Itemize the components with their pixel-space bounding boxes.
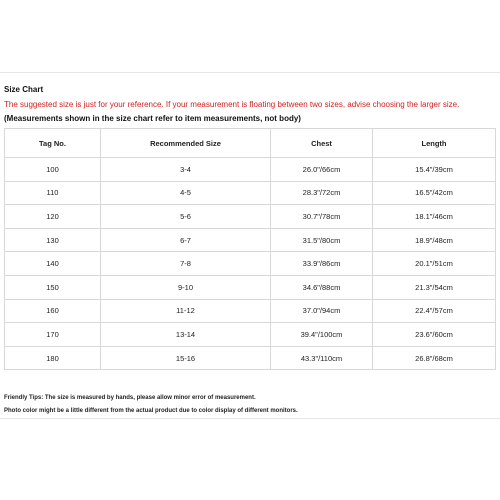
cell-length: 26.8"/68cm [373,346,496,370]
size-chart-title: Size Chart [4,85,44,94]
cell-tag-no: 110 [5,181,101,205]
table-header-row [5,129,496,158]
header-tag-no: Tag No. [5,129,101,158]
cell-length: 15.4"/39cm [373,158,496,182]
cell-tag-no: 150 [5,275,101,299]
header-recommended-size: Recommended Size [101,129,271,158]
header-chest: Chest [271,129,373,158]
cell-recommended-size: 15-16 [101,346,271,370]
cell-length: 23.6"/60cm [373,323,496,347]
cell-chest: 34.6"/88cm [271,275,373,299]
cell-tag-no: 100 [5,158,101,182]
cell-chest: 26.0"/66cm [271,158,373,182]
cell-length: 21.3"/54cm [373,275,496,299]
cell-chest: 43.3"/110cm [271,346,373,370]
cell-length: 16.5"/42cm [373,181,496,205]
size-chart-panel [0,72,500,419]
cell-tag-no: 130 [5,228,101,252]
table-row [5,205,496,229]
cell-chest: 28.3"/72cm [271,181,373,205]
cell-recommended-size: 5-6 [101,205,271,229]
cell-tag-no: 120 [5,205,101,229]
cell-recommended-size: 11-12 [101,299,271,323]
table-row [5,275,496,299]
color-disclaimer: Photo color might be a little different from the actual product due to color display of different monitors. [4,408,298,414]
table-row [5,181,496,205]
cell-tag-no: 170 [5,323,101,347]
cell-recommended-size: 4-5 [101,181,271,205]
table-row [5,323,496,347]
cell-length: 18.1"/46cm [373,205,496,229]
cell-tag-no: 160 [5,299,101,323]
cell-chest: 39.4"/100cm [271,323,373,347]
cell-chest: 37.0"/94cm [271,299,373,323]
measurement-note: (Measurements shown in the size chart refer to item measurements, not body) [4,114,301,123]
cell-recommended-size: 9-10 [101,275,271,299]
cell-length: 20.1"/51cm [373,252,496,276]
cell-chest: 30.7"/78cm [271,205,373,229]
size-table [4,128,496,370]
table-row [5,299,496,323]
cell-tag-no: 180 [5,346,101,370]
header-length: Length [373,129,496,158]
table-row [5,158,496,182]
table-row [5,252,496,276]
cell-recommended-size: 13-14 [101,323,271,347]
cell-recommended-size: 6-7 [101,228,271,252]
cell-recommended-size: 7-8 [101,252,271,276]
cell-tag-no: 140 [5,252,101,276]
friendly-tip: Friendly Tips: The size is measured by hands, please allow minor error of measurement. [4,395,256,401]
cell-chest: 31.5"/80cm [271,228,373,252]
cell-length: 18.9"/48cm [373,228,496,252]
table-row [5,346,496,370]
table-row [5,228,496,252]
size-advice-notice: The suggested size is just for your reference. If your measurement is floating between two sizes, advise choosing the larger size. [4,100,460,109]
cell-recommended-size: 3-4 [101,158,271,182]
cell-length: 22.4"/57cm [373,299,496,323]
cell-chest: 33.9"/86cm [271,252,373,276]
